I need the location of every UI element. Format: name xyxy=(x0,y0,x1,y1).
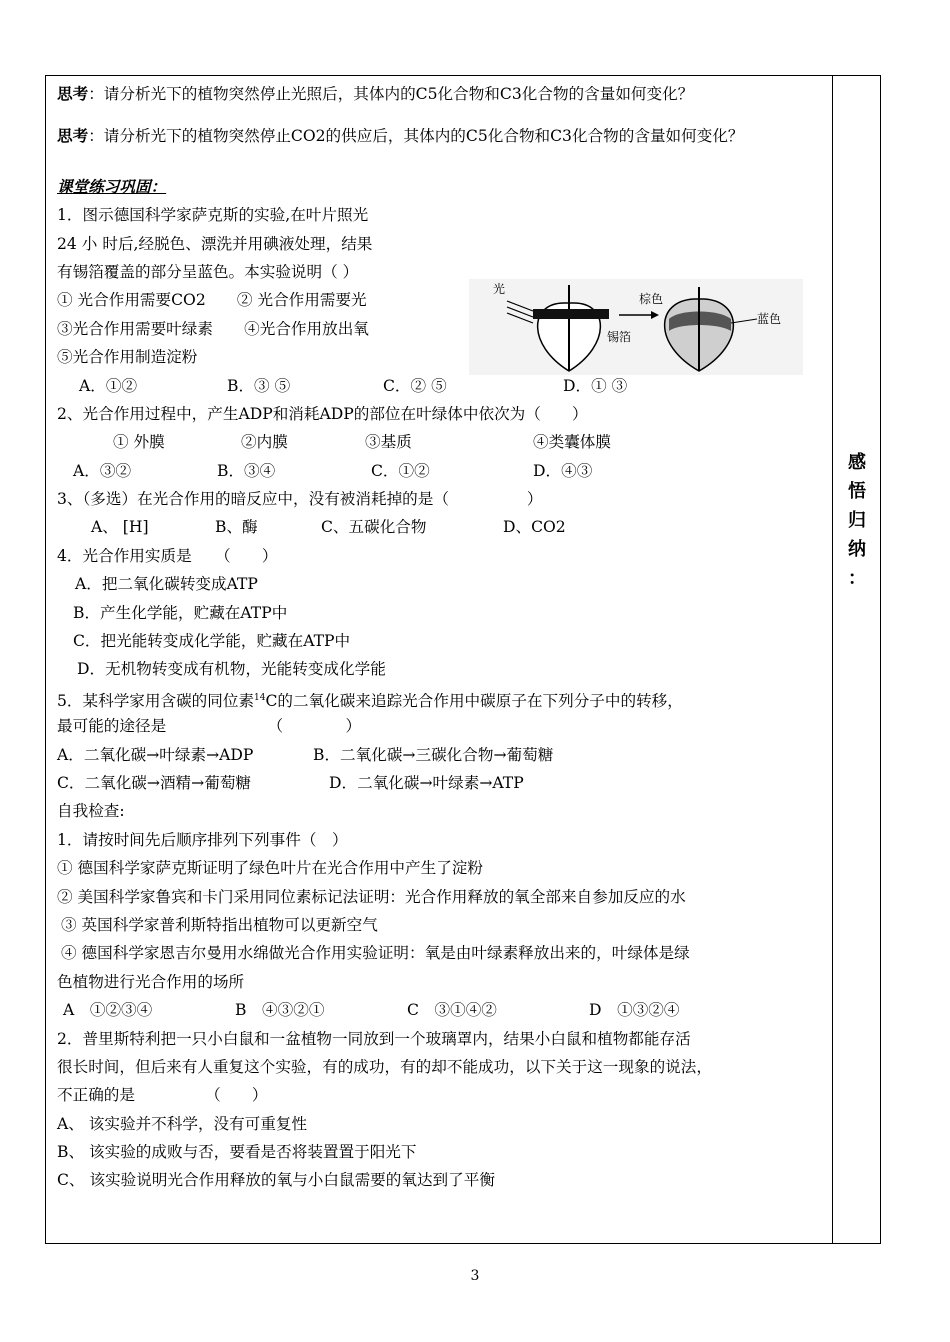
option: B．二氧化碳→三碳化合物→葡萄糖 xyxy=(313,745,554,764)
option: C．二氧化碳→酒精→葡萄糖 xyxy=(57,774,252,792)
q1-line: ① 光合作用需要CO2 ② 光合作用需要光 xyxy=(57,291,367,310)
s1-item: ① 德国科学家萨克斯证明了绿色叶片在光合作用中产生了淀粉 xyxy=(57,859,483,878)
option: B．③ ⑤ xyxy=(227,376,291,395)
option: C、 该实验说明光合作用释放的氧与小白鼠需要的氧达到了平衡 xyxy=(57,1171,495,1190)
worksheet-content xyxy=(57,80,827,1195)
s1-item: ③ 英国科学家普利斯特指出植物可以更新空气 xyxy=(61,915,378,934)
side-char: ： xyxy=(848,568,866,589)
think-question-2 xyxy=(57,122,827,150)
item: ②内膜 xyxy=(241,433,288,452)
side-char: 感 xyxy=(848,452,866,473)
q5-stem-a: 5．某科学家用含碳的同位素 xyxy=(57,692,255,711)
side-char: 归 xyxy=(848,510,866,531)
option: D．① ③ xyxy=(563,376,628,395)
s1-item: 色植物进行光合作用的场所 xyxy=(57,972,245,991)
s1-item: ② 美国科学家鲁宾和卡门采用同位素标记法证明：光合作用释放的氧全部来自参加反应的水 xyxy=(57,887,686,906)
figure-label-blue: 蓝色 xyxy=(757,312,782,326)
s1-stem: 1．请按时间先后顺序排列下列事件（ ） xyxy=(57,830,348,849)
q5-stem-c: 最可能的途径是 （ ） xyxy=(57,717,362,736)
option: D ①③②④ xyxy=(589,1001,680,1020)
q1-line: ⑤光合作用制造淀粉 xyxy=(57,348,198,367)
q5-options-row1 xyxy=(57,741,827,769)
q1-line: 24 小 时后,经脱色、漂洗并用碘液处理，结果 xyxy=(57,234,373,253)
page-number: 3 xyxy=(470,1268,480,1284)
s2-line: 2．普里斯特利把一只小白鼠和一盆植物一同放到一个玻璃罩内，结果小白鼠和植物都能存活 xyxy=(57,1029,691,1048)
s2-line: 不正确的是 （ ） xyxy=(57,1086,268,1105)
side-label xyxy=(842,448,872,593)
option: D．④③ xyxy=(533,461,593,480)
option: B．③④ xyxy=(217,461,276,480)
side-char: 悟 xyxy=(848,481,866,502)
q5-options-row2 xyxy=(57,769,827,797)
item: ① 外膜 xyxy=(113,433,165,452)
option: D、CO2 xyxy=(503,518,566,537)
option: A、 该实验并不科学，没有可重复性 xyxy=(57,1114,308,1133)
figure-background xyxy=(469,279,803,375)
option: D．二氧化碳→叶绿素→ATP xyxy=(329,774,524,792)
section-heading: 课堂练习巩固： xyxy=(57,176,167,196)
q1-line: ③光合作用需要叶绿素 ④光合作用放出氧 xyxy=(57,319,369,338)
s1-options xyxy=(57,996,827,1024)
option: A ①②③④ xyxy=(63,1001,153,1020)
option: A．③② xyxy=(73,461,132,480)
option: B ④③②① xyxy=(235,1001,325,1020)
option: B、 该实验的成败与否，要看是否将装置置于阳光下 xyxy=(57,1143,417,1162)
q1-options xyxy=(57,372,827,400)
column-divider xyxy=(832,75,833,1244)
option: C、五碳化合物 xyxy=(321,518,427,537)
think-label: 思考 xyxy=(57,84,89,103)
option: A．①② xyxy=(79,376,138,395)
q2-options xyxy=(57,457,827,485)
sachs-leaf-figure xyxy=(469,279,803,375)
tin-foil-strip xyxy=(533,309,609,319)
think-label: 思考 xyxy=(57,126,89,146)
q2-stem: 2、光合作用过程中，产生ADP和消耗ADP的部位在叶绿体中依次为（ ） xyxy=(57,404,588,423)
q3-stem: 3、（多选）在光合作用的暗反应中，没有被消耗掉的是（ ） xyxy=(57,490,543,509)
option: D．无机物转变成有机物，光能转变成化学能 xyxy=(77,660,386,679)
option: B、酶 xyxy=(215,518,258,537)
option: C．把光能转变成化学能，贮藏在ATP中 xyxy=(73,632,351,651)
option: A．把二氧化碳转变成ATP xyxy=(75,575,258,594)
think-text: ：请分析光下的植物突然停止CO2的供应后，其体内的C5化合物和C3化合物的含量如何变化？ xyxy=(88,127,744,146)
q5-stem-b: C的二氧化碳来追踪光合作用中碳原子在下列分子中的转移， xyxy=(265,692,683,711)
self-check-title: 自我检查: xyxy=(57,802,125,821)
option: A．二氧化碳→叶绿素→ADP xyxy=(57,745,254,764)
option: A、 [H] xyxy=(91,518,149,537)
side-char: 纳 xyxy=(848,539,866,560)
option: C．② ⑤ xyxy=(383,376,447,395)
q4-stem: 4．光合作用实质是 （ ） xyxy=(57,546,278,565)
think-text: ：请分析光下的植物突然停止光照后，其体内的C5化合物和C3化合物的含量如何变化？ xyxy=(88,85,694,103)
figure-label-foil: 锡箔 xyxy=(607,330,632,344)
s2-line: 很长时间，但后来有人重复这个实验，有的成功，有的却不能成功，以下关于这一现象的说法， xyxy=(57,1057,712,1076)
item: ③基质 xyxy=(365,433,412,452)
item: ④类囊体膜 xyxy=(533,433,611,452)
figure-label-light: 光 xyxy=(493,282,506,296)
q1-line: 有锡箔覆盖的部分呈蓝色。本实验说明（ ） xyxy=(57,262,359,281)
option: B．产生化学能，贮藏在ATP中 xyxy=(73,603,288,622)
q2-items xyxy=(57,428,827,456)
option: C ③①④② xyxy=(407,1001,497,1020)
think-question-1 xyxy=(57,80,827,108)
q1-line: 1．图示德国科学家萨克斯的实验,在叶片照光 xyxy=(57,206,369,225)
isotope-superscript: 14 xyxy=(254,692,266,703)
q5-stem xyxy=(57,684,827,712)
s1-item: ④ 德国科学家恩吉尔曼用水绵做光合作用实验证明：氧是由叶绿素释放出来的，叶绿体是绿 xyxy=(61,944,690,963)
q3-options xyxy=(57,513,827,541)
figure-label-brown: 棕色 xyxy=(639,292,664,306)
option: C．①② xyxy=(371,461,430,480)
